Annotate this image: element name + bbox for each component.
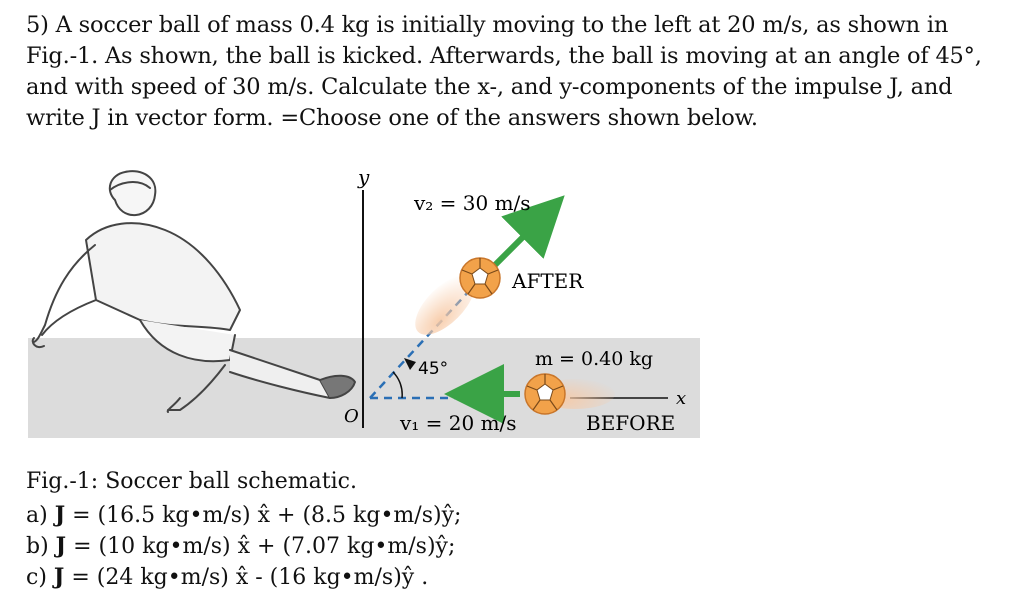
v2-arrow (490, 208, 552, 270)
figure-caption: Fig.-1: Soccer ball schematic. (26, 469, 357, 494)
after-label: AFTER (512, 269, 584, 293)
answer-prefix: c) (26, 565, 54, 590)
angle-label: 45° (418, 359, 449, 379)
answer-option-a[interactable] (26, 500, 461, 531)
x-axis-label: x (676, 388, 687, 409)
answer-text: = (10 kg•m/s) x̂ + (7.07 kg•m/s)ŷ; (66, 534, 456, 559)
answer-text: = (16.5 kg•m/s) x̂ + (8.5 kg•m/s)ŷ; (65, 503, 462, 528)
y-axis-label: y (358, 165, 370, 189)
v2-label: v₂ = 30 m/s (414, 191, 531, 215)
impulse-symbol: J (54, 502, 66, 528)
question-line-4: write J in vector form. =Choose one of the answers shown below. (26, 105, 758, 131)
soccer-ball-figure (0, 160, 1024, 470)
question-line-2: Fig.-1. As shown, the ball is kicked. Afterwards, the ball is moving at an angle of 45°, (26, 43, 982, 69)
question-line-3: and with speed of 30 m/s. Calculate the x-, and y-components of the impulse J, and (26, 74, 953, 100)
origin-label: O (344, 406, 359, 427)
mass-label: m = 0.40 kg (535, 348, 654, 370)
impulse-symbol: J (55, 533, 67, 559)
answer-choices (26, 500, 461, 593)
answer-prefix: a) (26, 503, 55, 528)
question-text (26, 10, 1011, 134)
v1-label: v₁ = 20 m/s (400, 411, 517, 435)
answer-option-c[interactable] (26, 562, 461, 593)
answer-text: = (24 kg•m/s) x̂ - (16 kg•m/s)ŷ . (64, 565, 429, 590)
impulse-symbol: J (53, 564, 65, 590)
before-label: BEFORE (586, 411, 676, 435)
soccer-ball-after (460, 258, 500, 298)
answer-prefix: b) (26, 534, 56, 559)
answer-option-b[interactable] (26, 531, 461, 562)
question-line-1: 5) A soccer ball of mass 0.4 kg is initially moving to the left at 20 m/s, as shown in (26, 12, 949, 38)
